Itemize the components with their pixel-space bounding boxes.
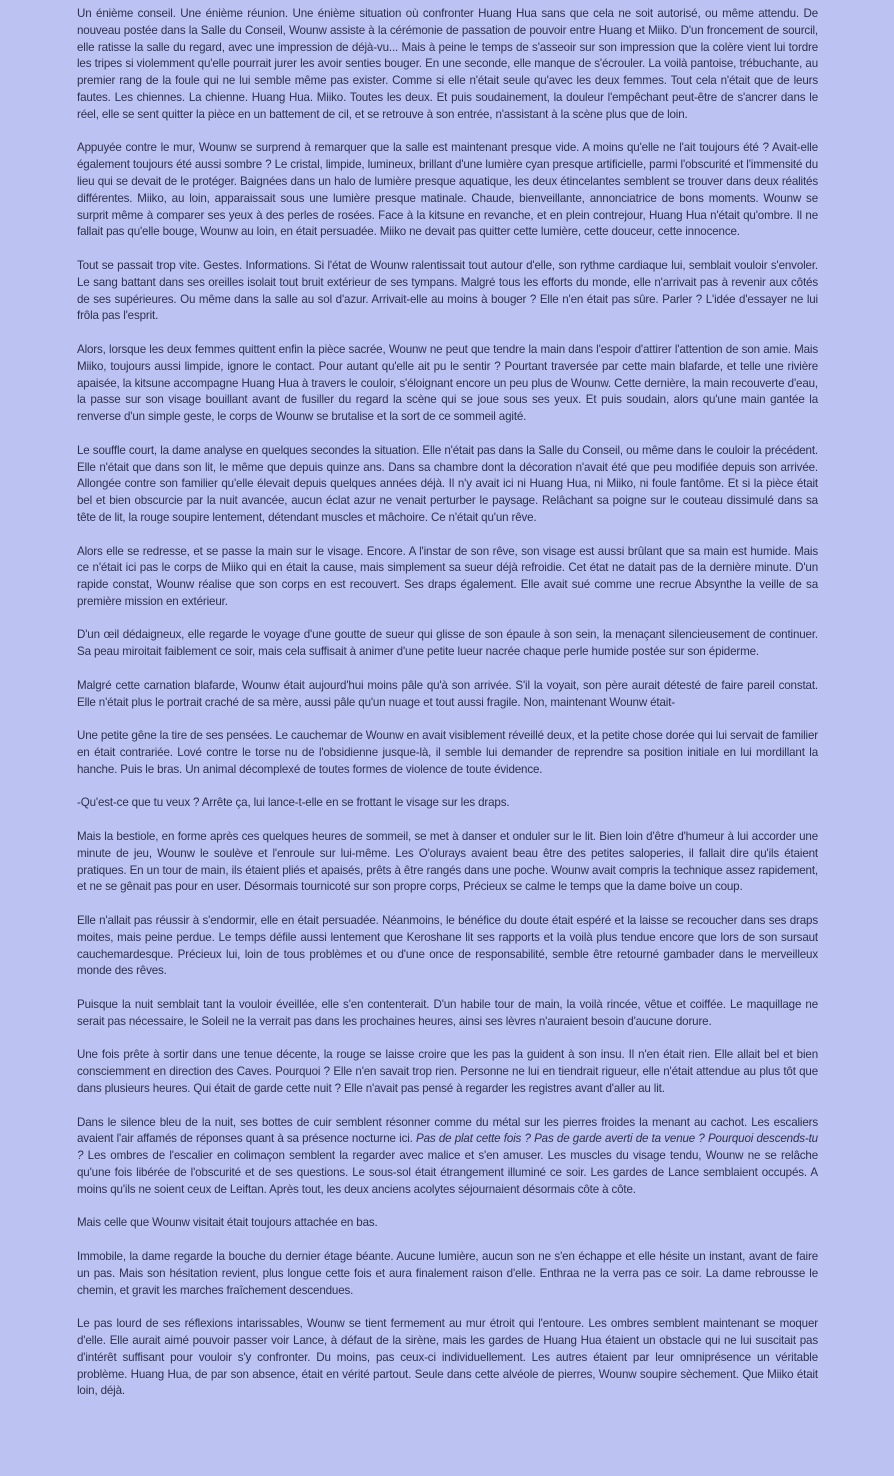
- paragraph: Un énième conseil. Une énième réunion. Une énième situation où confronter Huang Hua sans que cela ne soit autorisé, ou même attendu. De nouveau postée dans la Salle du Conseil, Wounw assiste à la cérémonie de passation de pouvoir entre Huang et Miiko. D'un froncement de sourcil, elle ratisse la salle du regard, avec une impression de déjà-vu... Mais à peine le temps de s'asseoir sur son impression que la colère vient lui tordre les tripes si violemment qu'elle pourrait jurer les avoir senties bouger. En une seconde, elle manque de s'écrouler. La voilà pantoise, trébuchante, au premier rang de la foule qui ne lui semble même pas exister. Comme si elle n'était seule qu'avec les deux femmes. Tout cela n'était que de leurs fautes. Les chiennes. La chienne. Huang Hua. Miiko. Toutes les deux. Et puis soudainement, la douleur l'empêchant peut-être de s'ancrer dans le réel, elle se sent quitter la pièce en un battement de cil, et se retrouve à son entrée, n'assistant à la scène plus que de loin.: [77, 7, 818, 121]
- paragraph-with-italic: [77, 1115, 818, 1199]
- paragraph: Elle n'allait pas réussir à s'endormir, elle en était persuadée. Néanmoins, le bénéfice du doute était espéré et la laisse se recoucher dans ses draps moites, mais peine perdue. Le temps défile aussi lentement que Keroshane lit ses rapports et la voilà plus tendue encore que lors de son sursaut cauchemardesque. Précieux lui, loin de tous problèmes et ou d'une once de responsabilité, semble être retourné gambader dans le merveilleux monde des rêves.: [77, 914, 818, 978]
- paragraph: Le pas lourd de ses réflexions intarissables, Wounw se tient fermement au mur étroit qui l'entoure. Les ombres semblent maintenant se moquer d'elle. Elle aurait aimé pouvoir passer voir Lance, à défaut de la sirène, mais les gardes de Huang Hua étaient un obstacle qui ne lui suscitait pas d'intérêt suffisant pour vouloir s'y confronter. Du moins, pas ceux-ci individuellement. Les autres étaient par leur omniprésence un véritable problème. Huang Hua, de par son absence, était en vérité partout. Seule dans cette alvéole de pierres, Wounw soupire sèchement. Que Miiko était loin, déjà.: [77, 1317, 818, 1398]
- paragraph: Appuyée contre le mur, Wounw se surprend à remarquer que la salle est maintenant presque vide. A moins qu'elle ne l'ait toujours été ? Avait-elle également toujours été aussi sombre ? Le cristal, limpide, lumineux, brillant d'une lumière cyan presque artificielle, parmi l'obscurité et l'immensité du lieu qui se devait de le protéger. Baignées dans un halo de lumière presque aquatique, les deux étincelantes semblent se trouver dans deux réalités différentes. Miiko, au loin, apparaissait sous une lumière presque matinale. Chaude, bienveillante, annonciatrice de bons moments. Wounw se surprit même à comparer ses yeux à des perles de rosées. Face à la kitsune en revanche, et en plein contrejour, Huang Hua n'était qu'ombre. Il ne fallait pas qu'elle bouge, Wounw au loin, en était persuadée. Miiko ne devait pas quitter cette lumière, cette douceur, cette innocence.: [77, 141, 818, 239]
- paragraph: Immobile, la dame regarde la bouche du dernier étage béante. Aucune lumière, aucun son ne s'en échappe et elle hésite un instant, avant de faire un pas. Mais son hésitation revient, plus longue cette fois et aura finalement raison d'elle. Enthraa ne la verra pas ce soir. La dame rebrousse le chemin, et gravit les marches fraîchement descendues.: [77, 1249, 818, 1297]
- paragraph: Une fois prête à sortir dans une tenue décente, la rouge se laisse croire que les pas la guident à son insu. Il n'en était rien. Elle allait bel et bien consciemment en direction des Caves. Pourquoi ? Elle n'en savait trop rien. Personne ne lui en tiendrait rigueur, elle n'était attendue au plus tôt que dans plusieurs heures. Qui était de garde cette nuit ? Elle n'avait pas pensé à regarder les registres avant d'aller au lit.: [77, 1048, 818, 1095]
- paragraph: Tout se passait trop vite. Gestes. Informations. Si l'état de Wounw ralentissait tout autour d'elle, son rythme cardiaque lui, semblait vouloir s'envoler. Le sang battant dans ses oreilles isolait tout bruit extérieur de ses tympans. Malgré tous les efforts du monde, elle n'arrivait pas à revenir aux côtés de ses supérieures. Ou même dans la salle au sol d'azur. Arrivait-elle au moins à bouger ? Elle n'en était pas sûre. Parler ? L'idée d'essayer ne lui frôla pas l'esprit.: [77, 258, 818, 323]
- dialogue-line: -Qu'est-ce que tu veux ? Arrête ça, lui lance-t-elle en se frottant le visage sur les draps.: [77, 796, 510, 810]
- paragraph: Le souffle court, la dame analyse en quelques secondes la situation. Elle n'était pas dans la Salle du Conseil, ou même dans le couloir la précédent. Elle n'était que dans son lit, le même que depuis quinze ans. Dans sa chambre dont la décoration n'avait été que peu modifiée depuis son arrivée. Allongée contre son familier qu'elle élevait depuis quelques années déjà. Il n'y avait ici ni Huang Hua, ni Miiko, ni foule fantôme. Et si la pièce était bel et bien obscurcie par la nuit avancée, aucun éclat azur ne venait perturber le paysage. Relâchant sa poigne sur le couteau dissimulé dans sa tête de lit, la rouge soupire lentement, détendant muscles et mâchoire. Ce n'était qu'un rêve.: [77, 443, 818, 524]
- paragraph: Puisque la nuit semblait tant la vouloir éveillée, elle s'en contenterait. D'un habile tour de main, la voilà rincée, vêtue et coiffée. Le maquillage ne serait pas nécessaire, le Soleil ne la verrait pas dans les prochaines heures, ainsi ses lèvres n'auraient besoin d'aucune dorure.: [77, 998, 818, 1028]
- paragraph: Malgré cette carnation blafarde, Wounw était aujourd'hui moins pâle qu'à son arrivée. S'il la voyait, son père aurait détesté de faire pareil constat. Elle n'était plus le portrait craché de sa mère, aussi pâle qu'un nuage et tout aussi fragile. Non, maintenant Wounw était-: [77, 678, 818, 709]
- paragraph: Mais la bestiole, en forme après ces quelques heures de sommeil, se met à danser et onduler sur le lit. Bien loin d'être d'humeur à lui accorder une minute de jeu, Wounw le soulève et l'enroule sur lui-même. Les O'olurays avaient beau être des petites saloperies, il fallait dire qu'ils étaient pratiques. En un tour de main, ils étaient pliés et apaisés, prêts à être rangés dans une poche. Wounw avait compris la technique assez rapidement, et ne se gênait pas pour en user. Désormais tournicoté sur son propre corps, Précieux se calme le temps que la dame boive un coup.: [77, 830, 818, 894]
- paragraph: Mais celle que Wounw visitait était toujours attachée en bas.: [77, 1216, 378, 1230]
- paragraph: Une petite gêne la tire de ses pensées. Le cauchemar de Wounw en avait visiblement réveillé deux, et la petite chose dorée qui lui servait de familier en était contrariée. Lové contre le torse nu de l'obsidienne jusque-là, il semble lui demander de reprendre sa position initiale en lui mordillant la hanche. Puis le bras. Un animal décomplexé de toutes formes de violence de toute évidence.: [77, 729, 818, 776]
- text-segment: Dans le silence bleu de la nuit, ses bottes de cuir semblent résonner comme du métal sur les pierres froides la menant au cachot. Les escaliers avaient l'air affamés de réponses quant à sa présence nocturne ici.: [77, 1115, 818, 1146]
- paragraph: Alors, lorsque les deux femmes quittent enfin la pièce sacrée, Wounw ne peut que tendre la main dans l'espoir d'attirer l'attention de son amie. Mais Miiko, toujours aussi limpide, ignore le contact. Pour autant qu'elle ait pu le sentir ? Pourtant traversée par cette main blafarde, et telle une rivière apaisée, la kitsune accompagne Huang Hua à travers le couloir, s'éloignant encore un peu plus de Wounw. Cette dernière, la main recouverte d'eau, la passe sur son visage bouillant avant de fusiller du regard la scène qui se joue sous ses yeux. Et puis soudain, alors qu'une main gantée la renverse d'un simple geste, le corps de Wounw se brutalise et la sort de ce sommeil agité.: [77, 342, 818, 424]
- paragraph: D'un œil dédaigneux, elle regarde le voyage d'une goutte de sueur qui glisse de son épaule à son sein, la menaçant silencieusement de continuer. Sa peau miroitait faiblement ce soir, mais cela suffisait à animer d'une petite lueur nacrée chaque perle humide postée sur son épiderme.: [77, 628, 818, 659]
- story-text: [77, 6, 818, 1417]
- italic-thought: Pas de plat cette fois ? Pas de garde averti de ta venue ? Pourquoi descends-tu ?: [77, 1132, 818, 1163]
- paragraph: Alors elle se redresse, et se passe la main sur le visage. Encore. A l'instar de son rêve, son visage est aussi brûlant que sa main est humide. Mais ce n'était ici pas le corps de Miiko qui en était la cause, mais simplement sa sueur déjà refroidie. Cet état ne datait pas de la dernière minute. D'un rapide constat, Wounw réalise que son corps en est recouvert. Ses draps également. Elle avait sué comme une recrue Absynthe la veille de sa première mission en extérieur.: [77, 544, 818, 608]
- text-segment: Les ombres de l'escalier en colimaçon semblent la regarder avec malice et s'en amuser. Les muscles du visage tendu, Wounw ne se relâche qu'une fois libérée de l'obscurité et de ses questions. Le sous-sol était étrangement illuminé ce soir. Les gardes de Lance semblaient occupés. A moins qu'ils ne soient ceux de Leiftan. Après tout, les deux anciens acolytes séjournaient désormais côte à côte.: [77, 1149, 818, 1196]
